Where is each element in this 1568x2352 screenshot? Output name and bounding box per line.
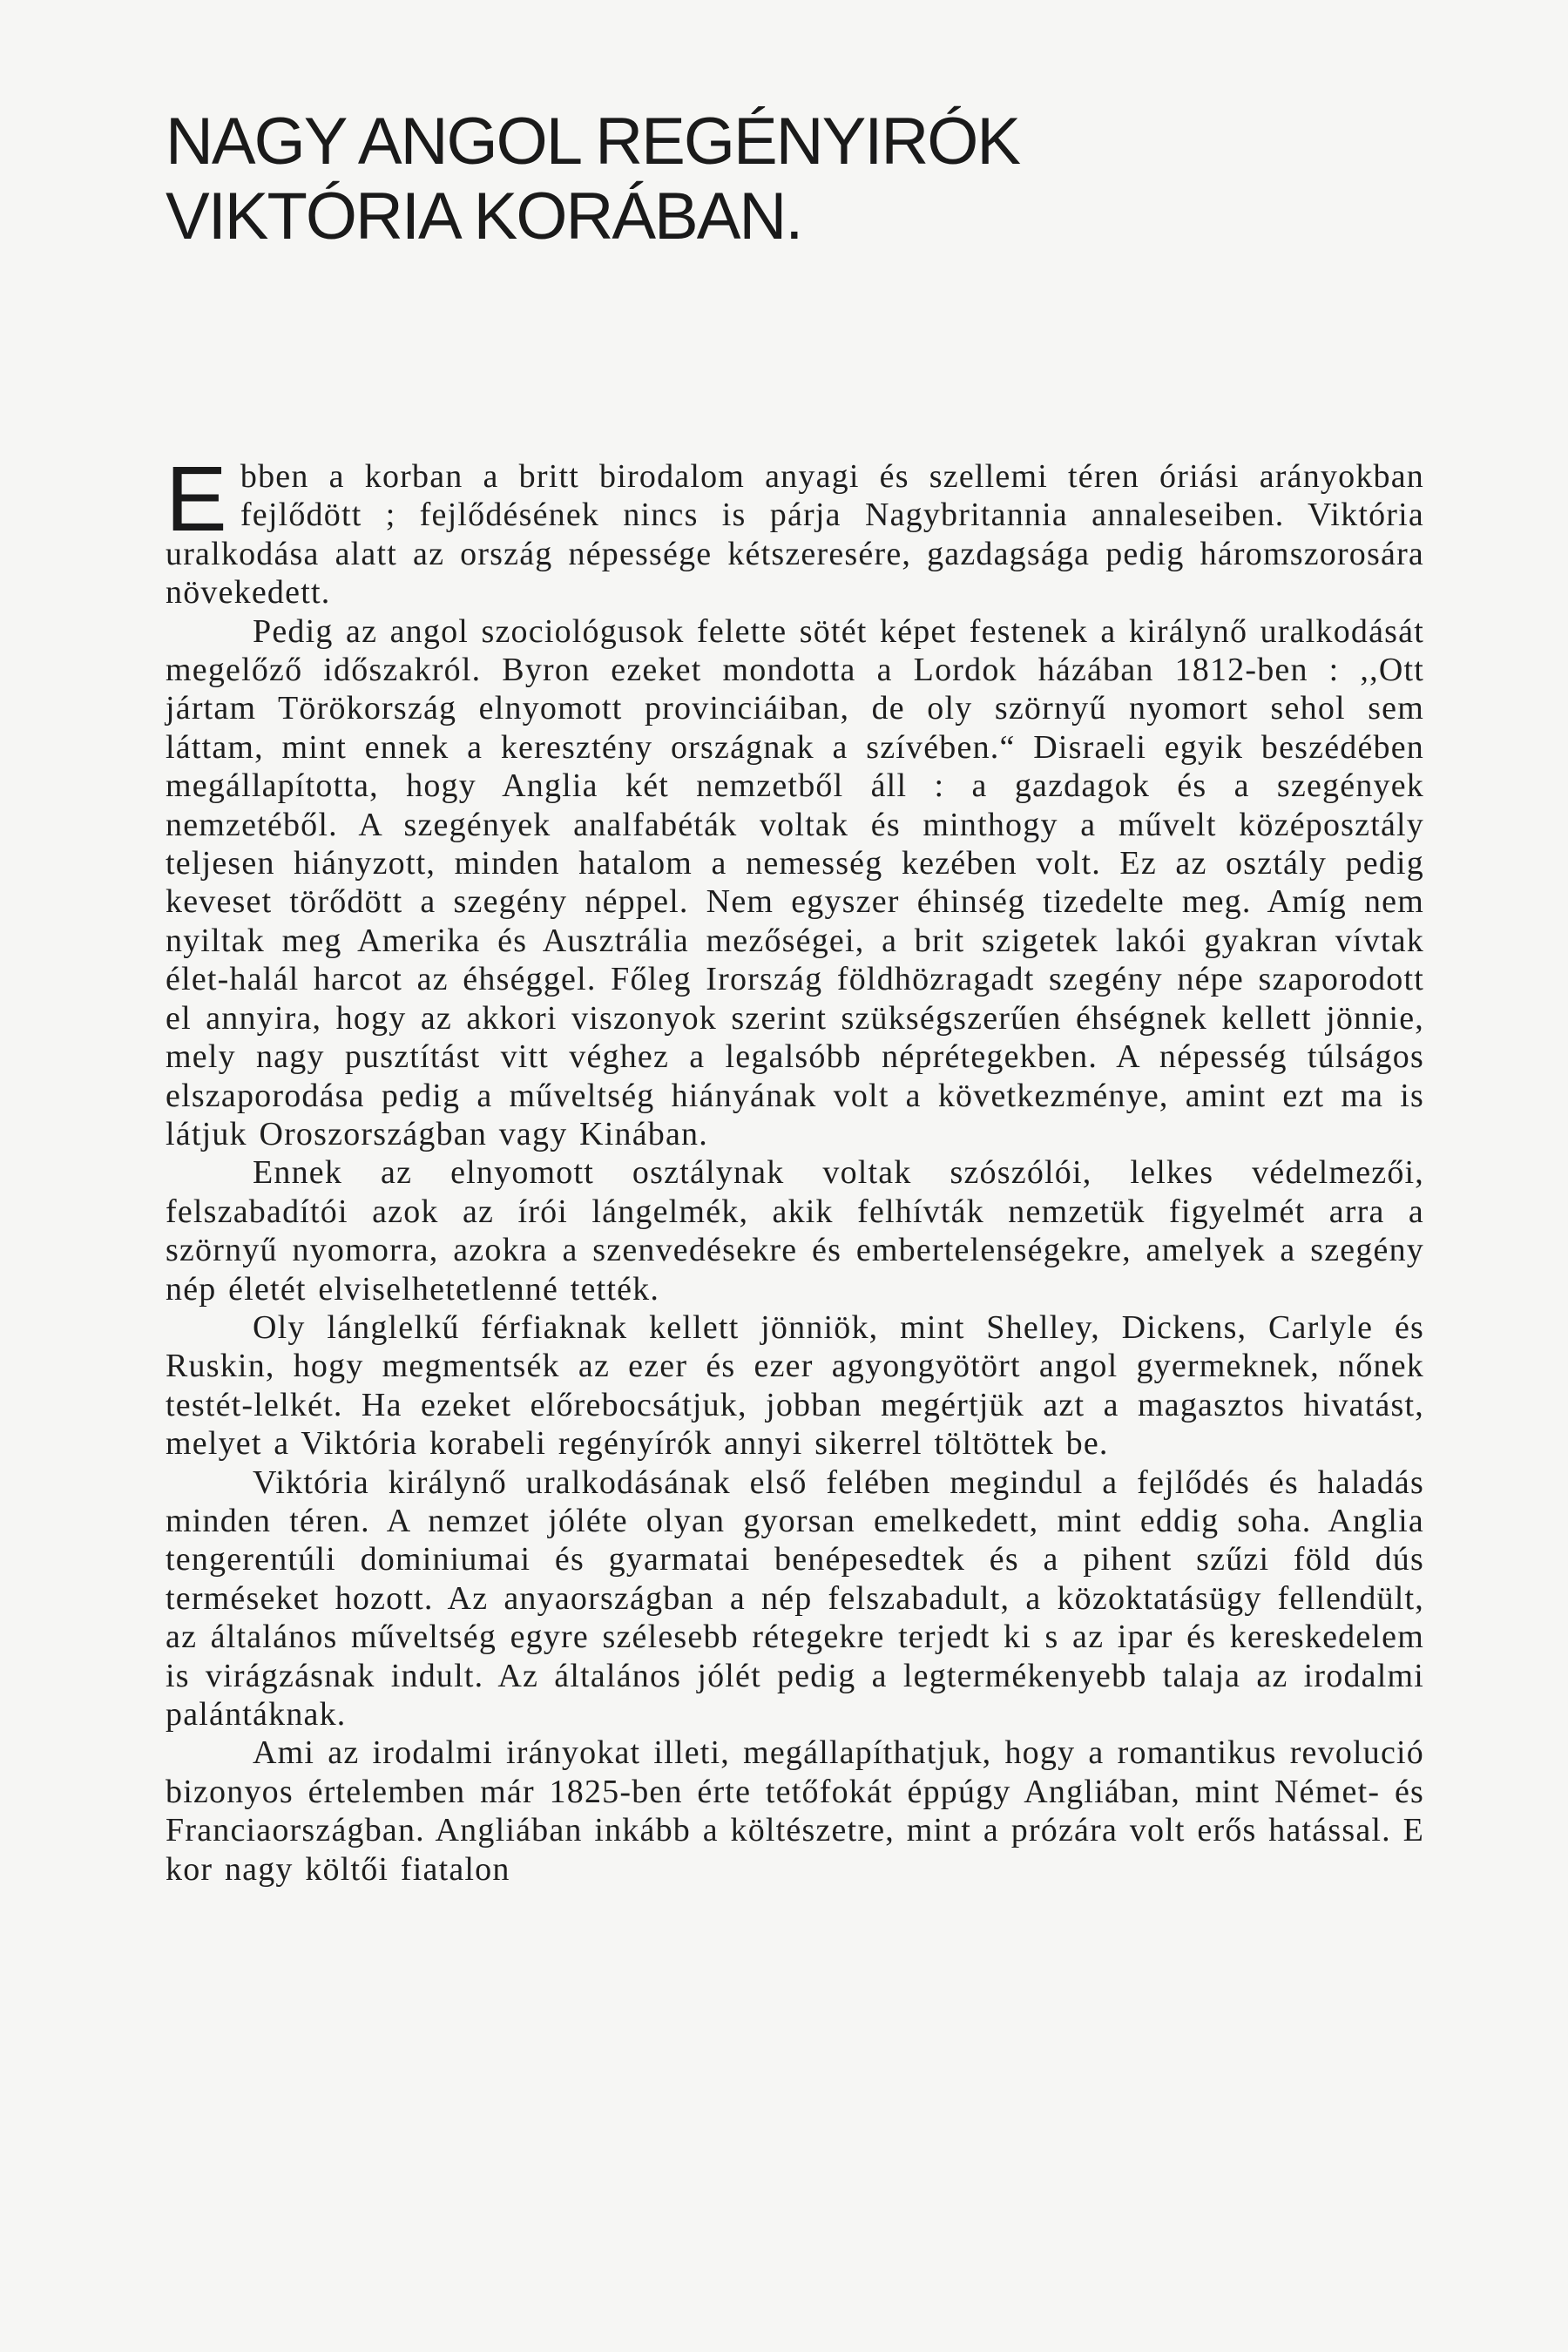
paragraph-1 <box>166 448 1424 612</box>
paragraph-6: Ami az irodalmi irányokat illeti, megállapíthatjuk, hogy a romantikus revolució bizonyos értelemben már 1825-ben érte tetőfokát éppúgy Angliában, mint Német- és Franciaországban. Angliában inkább a költészetre, mint a prózára volt erős hatással. E kor nagy költői fiatalon <box>166 1734 1424 1888</box>
paragraph-3: Ennek az elnyomott osztálynak voltak szószólói, lelkes védelmezői, felszabadítói azok az írói lángelmék, akik felhívták nemzetük figyelmét arra a szörnyű nyomorra, azokra a szenvedésekre és embertelenségekre, amelyek a szegény nép életét elviselhetetlenné tették. <box>166 1154 1424 1308</box>
paragraph-2: Pedig az angol szociológusok felette sötét képet festenek a királynő uralkodását megelőző időszakról. Byron ezeket mondotta a Lordok házában 1812-ben : ,,Ott jártam Törökország elnyomott provinciáiban, de oly szörnyű nyomort sehol sem láttam, mint ennek a keresztény országnak a szívében.“ Disraeli egyik beszédében megállapította, hogy Anglia két nemzetből áll : a gazdagok és a szegények nemzetéből. A szegények analfabéták voltak és minthogy a művelt középosztály teljesen hiányzott, minden hatalom a nemesség kezében volt. Ez az osztály pedig keveset törődött a szegény néppel. Nem egyszer éhinség tizedelte meg. Amíg nem nyiltak meg Amerika és Ausztrália mezőségei, a brit szigetek lakói gyakran vívtak élet-halál harcot az éhséggel. Főleg Irország földhözragadt szegény népe szaporodott el annyira, hogy az akkori viszonyok szerint szükségszerűen éhségnek kellett jönnie, mely nagy pusztítást vitt véghez a legalsóbb néprétegekben. A népesség túlságos elszaporodása pedig a műveltség hiányának volt a következménye, amint ezt ma is látjuk Oroszországban vagy Kinában. <box>166 612 1424 1152</box>
title-line-1: NAGY ANGOL REGÉNYIRÓK <box>166 105 1020 179</box>
paragraph-4: Oly lánglelkű férfiaknak kellett jönniök, mint Shelley, Dickens, Carlyle és Ruskin, hogy megmentsék az ezer és ezer agyongyötört angol gyermeknek, nőnek testét-lelkét. Ha ezeket előrebocsátjuk, jobban megértjük azt a magasztos hivatást, melyet a Viktória korabeli regényírók annyi sikerrel töltöttek be. <box>166 1308 1424 1463</box>
paragraph-1-text: bben a korban a britt birodalom anyagi és szellemi téren óriási arányokban fejlődött ; fejlődésének nincs is párja Nagybritannia annaleseiben. Viktória uralkodása alatt az ország népessége kétszeresére, gazdagsága pedig háromszorosára növekedett. <box>166 458 1424 612</box>
title-line-2: VIKTÓRIA KORÁBAN. <box>166 179 802 253</box>
paragraph-5: Viktória királynő uralkodásának első felében megindul a fejlődés és haladás minden téren. A nemzet jóléte olyan gyorsan emelkedett, mint eddig soha. Anglia tengerentúli dominiumai és gyarmatai benépesedtek és a pihent szűzi föld dús terméseket hozott. Az anyaországban a nép felszabadult, a közoktatásügy fellendült, az általános műveltség egyre szélesebb rétegekre terjedt ki s az ipar és kereskedelem is virágzásnak indult. Az általános jólét pedig a legtermékenyebb talaja az irodalmi palántáknak. <box>166 1463 1424 1733</box>
article-body <box>166 448 1424 1889</box>
page-title <box>166 105 1019 254</box>
drop-cap: E <box>166 448 228 551</box>
